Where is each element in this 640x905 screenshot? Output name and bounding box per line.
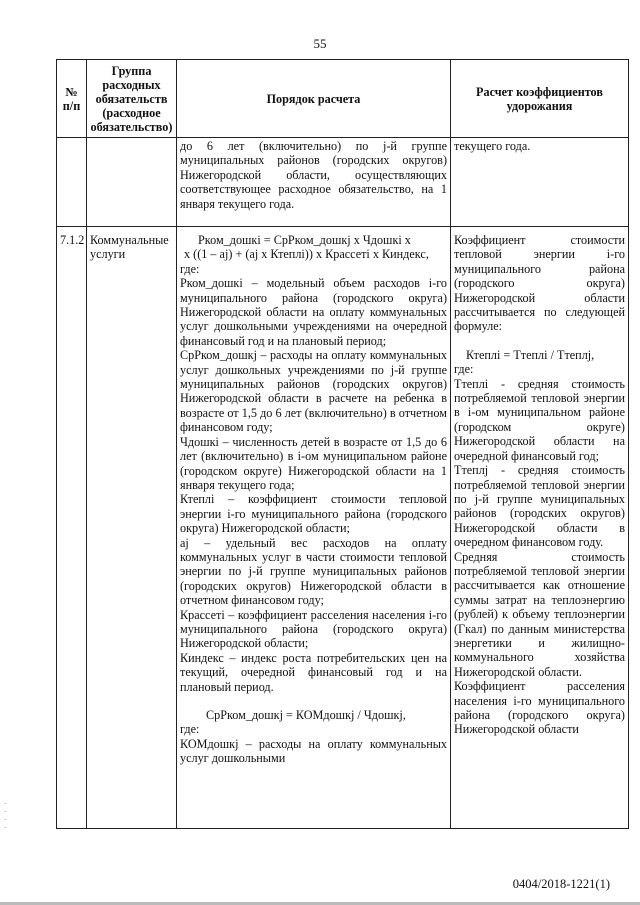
- coef-definition: Ттеплj - средняя стоимость потребляемой тепловой энергии по j-й группе муниципальных районов (городских округов) Нижегородской области в очередном финансовом году.: [454, 463, 625, 550]
- header-calculation-order: Порядок расчета: [177, 60, 451, 138]
- where-label: где:: [180, 261, 200, 276]
- cell-continued-coef: текущего года.: [451, 138, 629, 227]
- cell-calculation-order: [177, 227, 451, 829]
- definition-item: Киндекс – индекс роста потребительских цен на текущий, очередной финансовый год и на плановый период.: [180, 650, 447, 694]
- definition-item-last: КОМдошкj – расходы на оплату коммунальных услуг дошкольными: [180, 736, 447, 766]
- document-code: 0404/2018-1221(1): [512, 877, 610, 891]
- where-label: где:: [180, 722, 200, 737]
- coef-intro: Коэффициент стоимости тепловой энергии i-го муниципального района (городского округа) Нижегородской области рассчитывается по следующей формуле:: [454, 233, 625, 334]
- definition-item: Чдошкі – численность детей в возрасте от 1,5 до 6 лет (включительно) в i-ом муниципальном районе (городском округе) Нижегородской области на 1 января текущего года;: [180, 434, 447, 492]
- formula-main-line-1: Рком_дошкі = СрРком_дошкj х Чдошкі х: [198, 233, 411, 247]
- cell-continued-text: до 6 лет (включительно) по j-й группе муниципальных районов (городских округов) Нижегородской области, осуществляющих соответствующее расходное обязательство, на 1 января текущего года.: [177, 138, 451, 227]
- where-label: где:: [454, 362, 474, 377]
- table-header-row: [57, 60, 629, 138]
- formula-main-line-2: х ((1 – aj) + (aj х Ктеплі)) х Крассеті х Киндекс,: [184, 247, 429, 262]
- page-number: 55: [313, 36, 327, 51]
- definition-item: СрРком_дошкj – расходы на оплату коммунальных услуг дошкольных учреждениями по j-й группе муниципальных районов (городских округов) Нижегородской области в расчете на ребенка в возрасте от 1,5 до 6 лет (включительно) в отчетном финансовом году;: [180, 348, 447, 435]
- coef-definition: Ттеплі - средняя стоимость потребляемой тепловой энергии в i-ом муниципальном районе (городском округе) Нижегородской области на очередной финансовый год;: [454, 376, 625, 463]
- coef-formula: Ктеплі = Ттеплі / Ттеплj,: [466, 347, 595, 362]
- spacer: [180, 694, 447, 708]
- margin-marks: · · · ·: [4, 800, 7, 832]
- definition-item: aj – удельный вес расходов на оплату коммунальных услуг в части стоимости тепловой энергии по j-й группе муниципальных районов (городских округов) Нижегородской области в отчетном финансовом году;: [180, 535, 447, 608]
- table-row-continued: [57, 138, 629, 227]
- calculation-table: [56, 59, 629, 829]
- cell-row-number: 7.1.2: [57, 227, 87, 829]
- cell-group-name: Коммунальные услуги: [87, 227, 177, 829]
- cell-empty: [57, 138, 87, 227]
- definition-item: Крассеті – коэффициент расселения населения i-го муниципального района (городского округа) Нижегородской области;: [180, 607, 447, 651]
- table-row-7-1-2: [57, 227, 629, 829]
- coef-definition: Средняя стоимость потребляемой тепловой энергии рассчитывается как отношение суммы затрат на теплоэнергию (рублей) к объему теплоэнергии (Гкал) по данным министерства энергетики и жилищно-коммунального хозяйства Нижегородской области.: [454, 549, 625, 679]
- header-number: № п/п: [57, 60, 87, 138]
- spacer: [454, 334, 625, 348]
- definition-item: Рком_дошкі – модельный объем расходов i-го муниципального района (городского округа) Нижегородской области на оплату коммунальных услуг дошкольными учреждениями на очередной финансовый год и на плановый период;: [180, 276, 447, 348]
- cell-coefficients: [451, 227, 629, 829]
- header-group: Группа расходных обязательств (расходное обязательство): [87, 60, 177, 138]
- formula-secondary: СрРком_дошкj = КОМдошкj / Чдошкj,: [206, 708, 406, 722]
- cell-empty: [87, 138, 177, 227]
- coef-definition: Коэффициент расселения населения i-го муниципального района (городского округа) Нижегородской области: [454, 679, 625, 737]
- definition-item: Ктеплі – коэффициент стоимости тепловой энергии i-го муниципального района (городского округа) Нижегородской области;: [180, 492, 447, 536]
- header-coefficients: Расчет коэффициентов удорожания: [451, 60, 629, 138]
